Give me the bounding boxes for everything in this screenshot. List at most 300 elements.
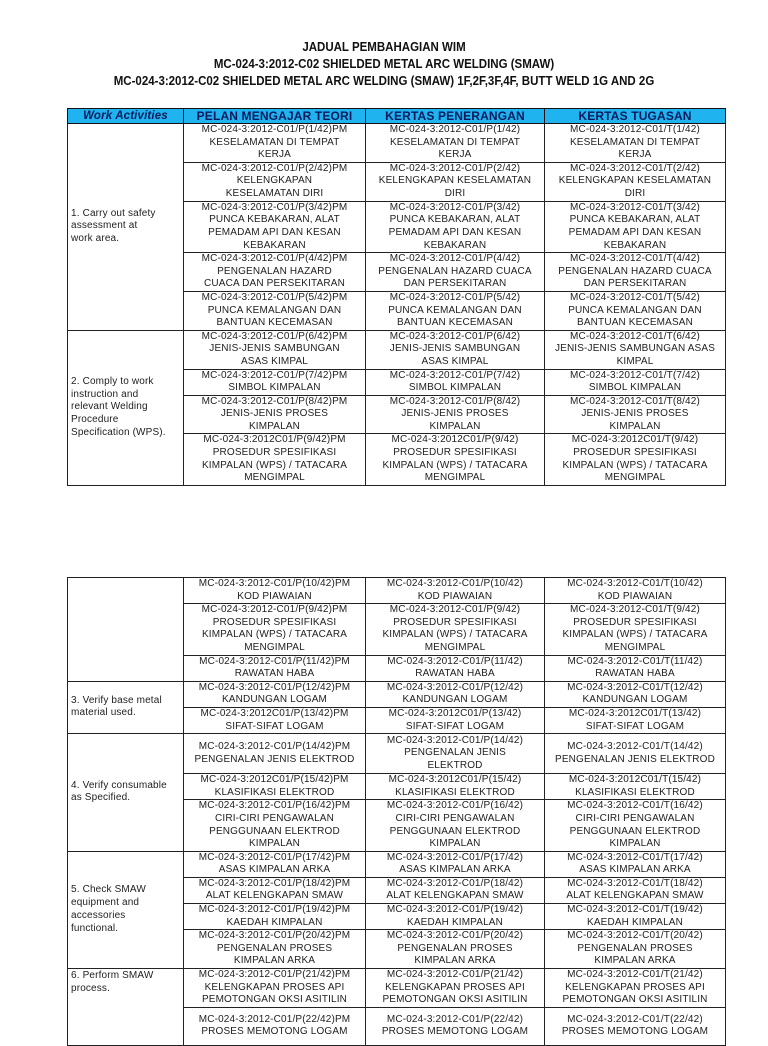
cell-pelan: [184, 930, 366, 969]
module-code: MC-024-3:2012-C01/P(16/42)PM: [198, 800, 351, 812]
cell-tugasan: [545, 930, 726, 969]
cell-tugasan: [545, 681, 726, 707]
cell-pelan: [184, 604, 366, 655]
module-code: MC-024-3:2012-C01/P(10/42)PM: [198, 578, 351, 589]
topic-text: PUNCA KEMALANGAN DAN: [388, 304, 522, 316]
cell-tugasan: [545, 330, 726, 369]
module-code: MC-024-3:2012-C01/T(9/42): [570, 604, 700, 616]
cell-tugasan: [545, 395, 726, 434]
topic-text: RAWATAN HABA: [595, 668, 675, 680]
cell-pelan: [184, 291, 366, 330]
cell-penerangan: [366, 904, 545, 930]
work-activity-text: accessories: [71, 909, 126, 921]
topic-text: ALAT KELENGKAPAN SMAW: [566, 890, 704, 902]
cell-tugasan: [545, 655, 726, 681]
module-code: MC-024-3:2012-C01/T(22/42): [567, 1013, 703, 1025]
topic-text: KLASIFIKASI ELEKTROD: [214, 786, 335, 798]
module-code: MC-024-3:2012-C01/T(14/42): [567, 741, 703, 753]
module-code: MC-024-3:2012-C01/T(16/42): [567, 800, 703, 812]
module-code: MC-024-3:2012-C01/T(7/42): [570, 369, 700, 381]
topic-text: CIRI-CIRI PENGAWALAN: [575, 812, 695, 824]
cell-penerangan: [366, 800, 545, 851]
document-subtitle-detail: MC-024-3:2012-C02 SHIELDED METAL ARC WELDING (SMAW) 1F,2F,3F,4F, BUTT WELD 1G AND 2G: [113, 74, 655, 88]
cell-pelan: [184, 330, 366, 369]
module-code: MC-024-3:2012-C01/P(8/42)PM: [201, 395, 348, 407]
topic-text: KIMPALAN (WPS) / TATACARA: [201, 629, 348, 641]
topic-text: MENGIMPAL: [424, 472, 486, 484]
cell-penerangan: [366, 162, 545, 201]
topic-text: KEBAKARAN: [603, 239, 667, 251]
topic-text: PENGENALAN HAZARD CUACA: [558, 265, 712, 277]
topic-text: PEMADAM API DAN KESAN: [208, 226, 341, 238]
topic-text: BANTUAN KECEMASAN: [577, 317, 693, 329]
topic-text: SIMBOL KIMPALAN: [588, 382, 682, 394]
topic-text: KIMPALAN (WPS) / TATACARA: [201, 459, 348, 471]
work-activity-text: Procedure: [71, 414, 119, 426]
topic-text: PROSES MEMOTONG LOGAM: [561, 1026, 709, 1038]
document-title: JADUAL PEMBAHAGIAN WIM: [302, 40, 466, 54]
module-code: MC-024-3:2012-C01/T(1/42): [570, 124, 700, 135]
topic-text: KIMPALAN: [248, 420, 301, 432]
module-code: MC-024-3:2012-C01/T(12/42): [567, 681, 703, 693]
module-code: MC-024-3:2012-C01/T(2/42): [570, 162, 700, 174]
topic-text: PEMADAM API DAN KESAN: [568, 226, 702, 238]
topic-text: KIMPAL: [616, 355, 654, 367]
table-row: [68, 734, 726, 774]
topic-text: PUNCA KEBAKARAN, ALAT: [389, 214, 521, 226]
topic-text: PROSEDUR SPESIFIKASI: [212, 616, 337, 628]
cell-tugasan: [545, 800, 726, 851]
module-code: MC-024-3:2012-C01/P(2/42)PM: [201, 162, 348, 174]
cell-tugasan: [545, 877, 726, 903]
column-header-kertas-penerangan: KERTAS PENERANGAN: [366, 109, 545, 124]
topic-text: KELENGKAPAN PROSES API: [565, 981, 705, 993]
module-code: MC-024-3:2012-C01/T(10/42): [567, 578, 703, 589]
module-code: MC-024-3:2012-C01/P(21/42)PM: [198, 969, 351, 981]
cell-tugasan: [545, 904, 726, 930]
topic-text: BANTUAN KECEMASAN: [397, 317, 513, 329]
topic-text: CIRI-CIRI PENGAWALAN: [215, 812, 334, 824]
topic-text: PENGENALAN PROSES: [577, 942, 693, 954]
topic-text: PROSES MEMOTONG LOGAM: [381, 1026, 529, 1038]
topic-text: MENGIMPAL: [244, 472, 305, 484]
work-activity-text: assessment at: [71, 220, 138, 232]
topic-text: ALAT KELENGKAPAN SMAW: [386, 890, 524, 902]
topic-text: ASAS KIMPALAN ARKA: [399, 864, 511, 876]
module-code: MC-024-3:2012C01/P(15/42): [388, 774, 522, 786]
cell-penerangan: [366, 253, 545, 292]
topic-text: KAEDAH KIMPALAN: [587, 916, 683, 928]
cell-penerangan: [366, 681, 545, 707]
topic-text: SIMBOL KIMPALAN: [408, 382, 502, 394]
module-code: MC-024-3:2012-C01/P(12/42): [386, 681, 524, 693]
module-code: MC-024-3:2012-C01/T(4/42): [570, 253, 700, 265]
column-header-kertas-tugasan: KERTAS TUGASAN: [545, 109, 726, 124]
cell-penerangan: [366, 774, 545, 800]
module-code: MC-024-3:2012-C01/P(16/42): [386, 800, 524, 812]
module-code: MC-024-3:2012-C01/T(6/42): [570, 330, 700, 342]
cell-pelan: [184, 851, 366, 877]
document-subtitle: MC-024-3:2012-C02 SHIELDED METAL ARC WELDING (SMAW): [213, 57, 555, 71]
topic-text: KOD PIAWAIAN: [597, 590, 673, 602]
topic-text: ASAS KIMPAL: [240, 355, 309, 367]
module-code: MC-024-3:2012-C01/P(14/42): [386, 734, 524, 746]
topic-text: KIMPALAN (WPS) / TATACARA: [562, 459, 708, 471]
module-code: MC-024-3:2012C01/T(9/42): [571, 434, 699, 446]
topic-text: SIFAT-SIFAT LOGAM: [225, 720, 324, 732]
module-code: MC-024-3:2012-C01/P(3/42): [389, 201, 521, 213]
module-code: MC-024-3:2012-C01/P(14/42)PM: [198, 741, 351, 753]
cell-penerangan: [366, 969, 545, 1008]
wim-table-part-2: [67, 577, 726, 1046]
module-code: MC-024-3:2012-C01/P(4/42): [389, 253, 521, 265]
topic-text: KIMPALAN: [429, 420, 481, 432]
topic-text: MENGIMPAL: [604, 641, 666, 653]
table-row: [68, 851, 726, 877]
module-code: MC-024-3:2012C01/T(13/42): [568, 707, 702, 719]
module-code: MC-024-3:2012-C01/P(8/42): [389, 395, 521, 407]
module-code: MC-024-3:2012-C01/P(9/42): [389, 604, 521, 616]
module-code: MC-024-3:2012-C01/T(20/42): [567, 930, 703, 942]
cell-penerangan: [366, 124, 545, 163]
cell-tugasan: [545, 1007, 726, 1045]
topic-text: KIMPALAN (WPS) / TATACARA: [382, 459, 528, 471]
topic-text: KANDUNGAN LOGAM: [582, 694, 688, 706]
module-code: MC-024-3:2012-C01/P(18/42): [386, 877, 524, 889]
topic-text: PROSEDUR SPESIFIKASI: [393, 447, 517, 459]
cell-penerangan: [366, 369, 545, 395]
module-code: MC-024-3:2012-C01/P(17/42): [386, 851, 524, 863]
column-header-pelan-mengajar-teori: PELAN MENGAJAR TEORI: [184, 109, 366, 124]
topic-text: PENGENALAN HAZARD CUACA: [378, 265, 532, 277]
table-row: [68, 969, 726, 1008]
topic-text: RAWATAN HABA: [234, 668, 315, 680]
topic-text: MENGIMPAL: [424, 641, 486, 653]
work-activity-text: 6. Perform SMAW: [71, 970, 154, 982]
module-code: MC-024-3:2012-C01/P(22/42): [386, 1013, 524, 1025]
cell-tugasan: [545, 851, 726, 877]
topic-text: ASAS KIMPALAN ARKA: [218, 864, 331, 876]
cell-pelan: [184, 578, 366, 604]
topic-text: KIMPALAN: [429, 838, 481, 850]
cell-penerangan: [366, 851, 545, 877]
topic-text: KAEDAH KIMPALAN: [407, 916, 503, 928]
module-code: MC-024-3:2012C01/T(15/42): [568, 774, 702, 786]
topic-text: KIMPALAN (WPS) / TATACARA: [382, 629, 528, 641]
topic-text: CIRI-CIRI PENGAWALAN: [395, 812, 515, 824]
topic-text: PUNCA KEMALANGAN DAN: [568, 304, 702, 316]
topic-text: PEMOTONGAN OKSI ASITILIN: [201, 994, 348, 1006]
cell-pelan: [184, 707, 366, 733]
module-code: MC-024-3:2012-C01/T(19/42): [567, 904, 703, 916]
cell-pelan: [184, 253, 366, 292]
module-code: MC-024-3:2012-C01/P(4/42)PM: [201, 253, 348, 265]
cell-tugasan: [545, 434, 726, 485]
module-code: MC-024-3:2012C01/P(9/42)PM: [203, 434, 346, 446]
module-code: MC-024-3:2012-C01/P(20/42)PM: [198, 930, 351, 942]
cell-pelan: [184, 969, 366, 1008]
work-activity-cell: [68, 681, 184, 733]
work-activity-text: 3. Verify base metal: [71, 694, 162, 706]
topic-text: PUNCA KEBAKARAN, ALAT: [569, 214, 701, 226]
cell-tugasan: [545, 162, 726, 201]
cell-penerangan: [366, 434, 545, 485]
topic-text: PENGENALAN JENIS ELEKTROD: [555, 753, 715, 765]
topic-text: PROSEDUR SPESIFIKASI: [393, 616, 517, 628]
module-code: MC-024-3:2012-C01/P(5/42): [389, 291, 521, 303]
cell-tugasan: [545, 734, 726, 774]
module-code: MC-024-3:2012-C01/P(20/42): [386, 930, 524, 942]
cell-penerangan: [366, 604, 545, 655]
table-row: [68, 578, 726, 604]
topic-text: KELENGKAPAN KESELAMATAN: [558, 175, 712, 187]
topic-text: PUNCA KEMALANGAN DAN: [207, 304, 342, 316]
module-code: MC-024-3:2012-C01/P(11/42): [387, 655, 523, 667]
module-code: MC-024-3:2012-C01/P(1/42): [389, 124, 521, 135]
work-activity-text: material used.: [71, 707, 136, 719]
topic-text: JENIS-JENIS PROSES: [401, 408, 509, 420]
topic-text: KIMPALAN ARKA: [594, 955, 676, 967]
cell-pelan: [184, 774, 366, 800]
module-code: MC-024-3:2012-C01/P(6/42): [389, 330, 521, 342]
column-header-work-activities: Work Activities: [68, 109, 184, 124]
module-code: MC-024-3:2012-C01/P(5/42)PM: [201, 291, 348, 303]
work-activity-text: functional.: [71, 922, 119, 934]
topic-text: PENGENALAN PROSES: [397, 942, 513, 954]
cell-pelan: [184, 124, 366, 163]
cell-penerangan: [366, 877, 545, 903]
module-code: MC-024-3:2012-C01/P(6/42)PM: [201, 330, 348, 342]
topic-text: SIFAT-SIFAT LOGAM: [405, 720, 505, 732]
topic-text: KELENGKAPAN: [236, 175, 313, 187]
table-row: [68, 330, 726, 369]
module-code: MC-024-3:2012-C01/T(11/42): [567, 655, 703, 667]
module-code: MC-024-3:2012-C01/P(2/42): [389, 162, 521, 174]
topic-text: PUNCA KEBAKARAN, ALAT: [209, 214, 340, 226]
topic-text: BANTUAN KECEMASAN: [216, 317, 333, 329]
topic-text: KERJA: [618, 149, 652, 161]
cell-pelan: [184, 800, 366, 851]
topic-text: PEMOTONGAN OKSI ASITILIN: [562, 994, 708, 1006]
topic-text: JENIS-JENIS SAMBUNGAN: [209, 343, 340, 355]
topic-text: KERJA: [258, 149, 291, 161]
table2-body: [68, 578, 726, 1046]
cell-tugasan: [545, 707, 726, 733]
module-code: MC-024-3:2012-C01/P(7/42): [389, 369, 521, 381]
topic-text: ASAS KIMPAL: [421, 355, 489, 367]
cell-tugasan: [545, 201, 726, 252]
topic-text: KIMPALAN ARKA: [233, 955, 316, 967]
topic-text: KIMPALAN: [248, 838, 301, 850]
topic-text: JENIS-JENIS SAMBUNGAN: [389, 343, 521, 355]
topic-text: PEMADAM API DAN KESAN: [388, 226, 522, 238]
topic-text: PENGGUNAAN ELEKTROD: [209, 825, 340, 837]
work-activity-text: 5. Check SMAW: [71, 884, 146, 896]
topic-text: MENGIMPAL: [244, 641, 305, 653]
module-code: MC-024-3:2012-C01/T(5/42): [570, 291, 700, 303]
cell-pelan: [184, 655, 366, 681]
topic-text: JENIS-JENIS PROSES: [220, 408, 329, 420]
topic-text: DAN PERSEKITARAN: [403, 278, 507, 290]
cell-tugasan: [545, 291, 726, 330]
cell-pelan: [184, 201, 366, 252]
module-code: MC-024-3:2012-C01/P(1/42)PM: [201, 124, 348, 135]
topic-text: KANDUNGAN LOGAM: [221, 694, 328, 706]
cell-penerangan: [366, 201, 545, 252]
cell-tugasan: [545, 578, 726, 604]
cell-pelan: [184, 1007, 366, 1045]
topic-text: KIMPALAN: [609, 838, 661, 850]
cell-pelan: [184, 734, 366, 774]
topic-text: KLASIFIKASI ELEKTROD: [395, 786, 515, 798]
topic-text: KELENGKAPAN PROSES API: [204, 981, 345, 993]
topic-text: DIRI: [624, 188, 646, 200]
topic-text: ELEKTROD: [427, 759, 483, 771]
work-activity-cell: [68, 969, 184, 1046]
work-activity-text: as Specified.: [71, 792, 131, 804]
topic-text: KAEDAH KIMPALAN: [226, 916, 323, 928]
work-activity-cell: [68, 330, 184, 485]
work-activity-text: 2. Comply to work: [71, 375, 154, 387]
module-code: MC-024-3:2012-C01/P(19/42)PM: [198, 904, 351, 916]
cell-penerangan: [366, 707, 545, 733]
module-code: MC-024-3:2012-C01/T(17/42): [567, 851, 703, 863]
topic-text: PROSEDUR SPESIFIKASI: [212, 447, 337, 459]
topic-text: KIMPALAN: [609, 420, 661, 432]
module-code: MC-024-3:2012-C01/P(21/42): [386, 969, 524, 981]
cell-penerangan: [366, 655, 545, 681]
topic-text: KIMPALAN ARKA: [414, 955, 496, 967]
topic-text: PENGENALAN JENIS ELEKTROD: [194, 753, 355, 765]
cell-tugasan: [545, 124, 726, 163]
topic-text: KEBAKARAN: [243, 239, 306, 251]
cell-pelan: [184, 434, 366, 485]
wim-table-part-1: [67, 108, 726, 486]
topic-text: KESELAMATAN DI TEMPAT: [209, 136, 340, 148]
topic-text: PENGGUNAAN ELEKTROD: [389, 825, 521, 837]
topic-text: KOD PIAWAIAN: [237, 590, 312, 602]
cell-penerangan: [366, 734, 545, 774]
topic-text: KESELAMATAN DIRI: [225, 188, 324, 200]
cell-tugasan: [545, 969, 726, 1008]
cell-tugasan: [545, 253, 726, 292]
module-code: MC-024-3:2012-C01/P(12/42)PM: [198, 681, 351, 693]
topic-text: PENGGUNAAN ELEKTROD: [569, 825, 701, 837]
work-activity-text: instruction and: [71, 388, 139, 400]
topic-text: KELENGKAPAN KESELAMATAN: [378, 175, 532, 187]
topic-text: PENGENALAN JENIS: [404, 747, 506, 759]
work-activity-text: equipment and: [71, 897, 140, 909]
work-activity-text: work area.: [71, 233, 120, 245]
module-code: MC-024-3:2012-C01/P(11/42)PM: [199, 655, 350, 667]
module-code: MC-024-3:2012-C01/T(21/42): [567, 969, 703, 981]
topic-text: DIRI: [444, 188, 466, 200]
cell-penerangan: [366, 291, 545, 330]
cell-penerangan: [366, 330, 545, 369]
cell-pelan: [184, 162, 366, 201]
topic-text: KESELAMATAN DI TEMPAT: [569, 136, 701, 148]
module-code: MC-024-3:2012-C01/P(19/42): [386, 904, 524, 916]
work-activity-cell: [68, 851, 184, 968]
work-activity-cell: [68, 124, 184, 331]
topic-text: DAN PERSEKITARAN: [583, 278, 687, 290]
topic-text: KOD PIAWAIAN: [417, 590, 493, 602]
module-code: MC-024-3:2012-C01/P(22/42)PM: [198, 1013, 351, 1025]
cell-pelan: [184, 395, 366, 434]
cell-penerangan: [366, 578, 545, 604]
document-title-block: [0, 39, 768, 90]
module-code: MC-024-3:2012C01/P(13/42)PM: [200, 707, 349, 719]
cell-tugasan: [545, 774, 726, 800]
topic-text: KEBAKARAN: [423, 239, 487, 251]
module-code: MC-024-3:2012-C01/P(10/42): [386, 578, 524, 589]
topic-text: PENGENALAN HAZARD: [217, 265, 332, 277]
table1-body: [68, 124, 726, 486]
cell-penerangan: [366, 930, 545, 969]
topic-text: KLASIFIKASI ELEKTROD: [575, 786, 695, 798]
cell-penerangan: [366, 395, 545, 434]
module-code: MC-024-3:2012-C01/P(17/42)PM: [198, 851, 351, 863]
work-activity-cell: [68, 734, 184, 852]
work-activity-cell: [68, 578, 184, 682]
module-code: MC-024-3:2012-C01/T(8/42): [570, 395, 700, 407]
work-activity-text: relevant Welding: [71, 401, 148, 413]
module-code: MC-024-3:2012-C01/P(9/42)PM: [201, 604, 348, 616]
topic-text: PENGENALAN PROSES: [216, 942, 333, 954]
topic-text: JENIS-JENIS PROSES: [581, 408, 689, 420]
topic-text: KESELAMATAN DI TEMPAT: [389, 136, 521, 148]
topic-text: KIMPALAN (WPS) / TATACARA: [562, 629, 708, 641]
topic-text: KELENGKAPAN PROSES API: [385, 981, 525, 993]
topic-text: RAWATAN HABA: [415, 668, 495, 680]
topic-text: MENGIMPAL: [604, 472, 666, 484]
module-code: MC-024-3:2012-C01/P(18/42)PM: [198, 877, 351, 889]
module-code: MC-024-3:2012-C01/T(18/42): [567, 877, 703, 889]
table-row: [68, 124, 726, 163]
cell-penerangan: [366, 1007, 545, 1045]
cell-pelan: [184, 369, 366, 395]
topic-text: PROSES MEMOTONG LOGAM: [201, 1026, 348, 1038]
topic-text: CUACA DAN PERSEKITARAN: [204, 278, 345, 290]
cell-pelan: [184, 904, 366, 930]
cell-tugasan: [545, 604, 726, 655]
topic-text: KERJA: [438, 149, 472, 161]
work-activity-text: process.: [71, 982, 110, 994]
module-code: MC-024-3:2012C01/P(15/42)PM: [200, 774, 349, 786]
topic-text: PROSEDUR SPESIFIKASI: [573, 616, 697, 628]
module-code: MC-024-3:2012-C01/P(3/42)PM: [201, 201, 348, 213]
cell-pelan: [184, 681, 366, 707]
module-code: MC-024-3:2012-C01/T(3/42): [570, 201, 700, 213]
topic-text: SIMBOL KIMPALAN: [228, 382, 321, 394]
cell-tugasan: [545, 369, 726, 395]
topic-text: PEMOTONGAN OKSI ASITILIN: [382, 994, 528, 1006]
work-activity-text: Specification (WPS).: [71, 426, 166, 438]
cell-pelan: [184, 877, 366, 903]
topic-text: KANDUNGAN LOGAM: [402, 694, 508, 706]
topic-text: ALAT KELENGKAPAN SMAW: [205, 890, 344, 902]
work-activity-text: 1. Carry out safety: [71, 207, 156, 219]
topic-text: ASAS KIMPALAN ARKA: [579, 864, 691, 876]
table-row: [68, 681, 726, 707]
module-code: MC-024-3:2012C01/P(13/42): [388, 707, 522, 719]
topic-text: JENIS-JENIS SAMBUNGAN ASAS: [554, 343, 716, 355]
table-header-row: [68, 109, 726, 124]
module-code: MC-024-3:2012-C01/P(7/42)PM: [201, 369, 348, 381]
module-code: MC-024-3:2012C01/P(9/42): [391, 434, 519, 446]
topic-text: SIFAT-SIFAT LOGAM: [585, 720, 685, 732]
topic-text: PROSEDUR SPESIFIKASI: [573, 447, 697, 459]
